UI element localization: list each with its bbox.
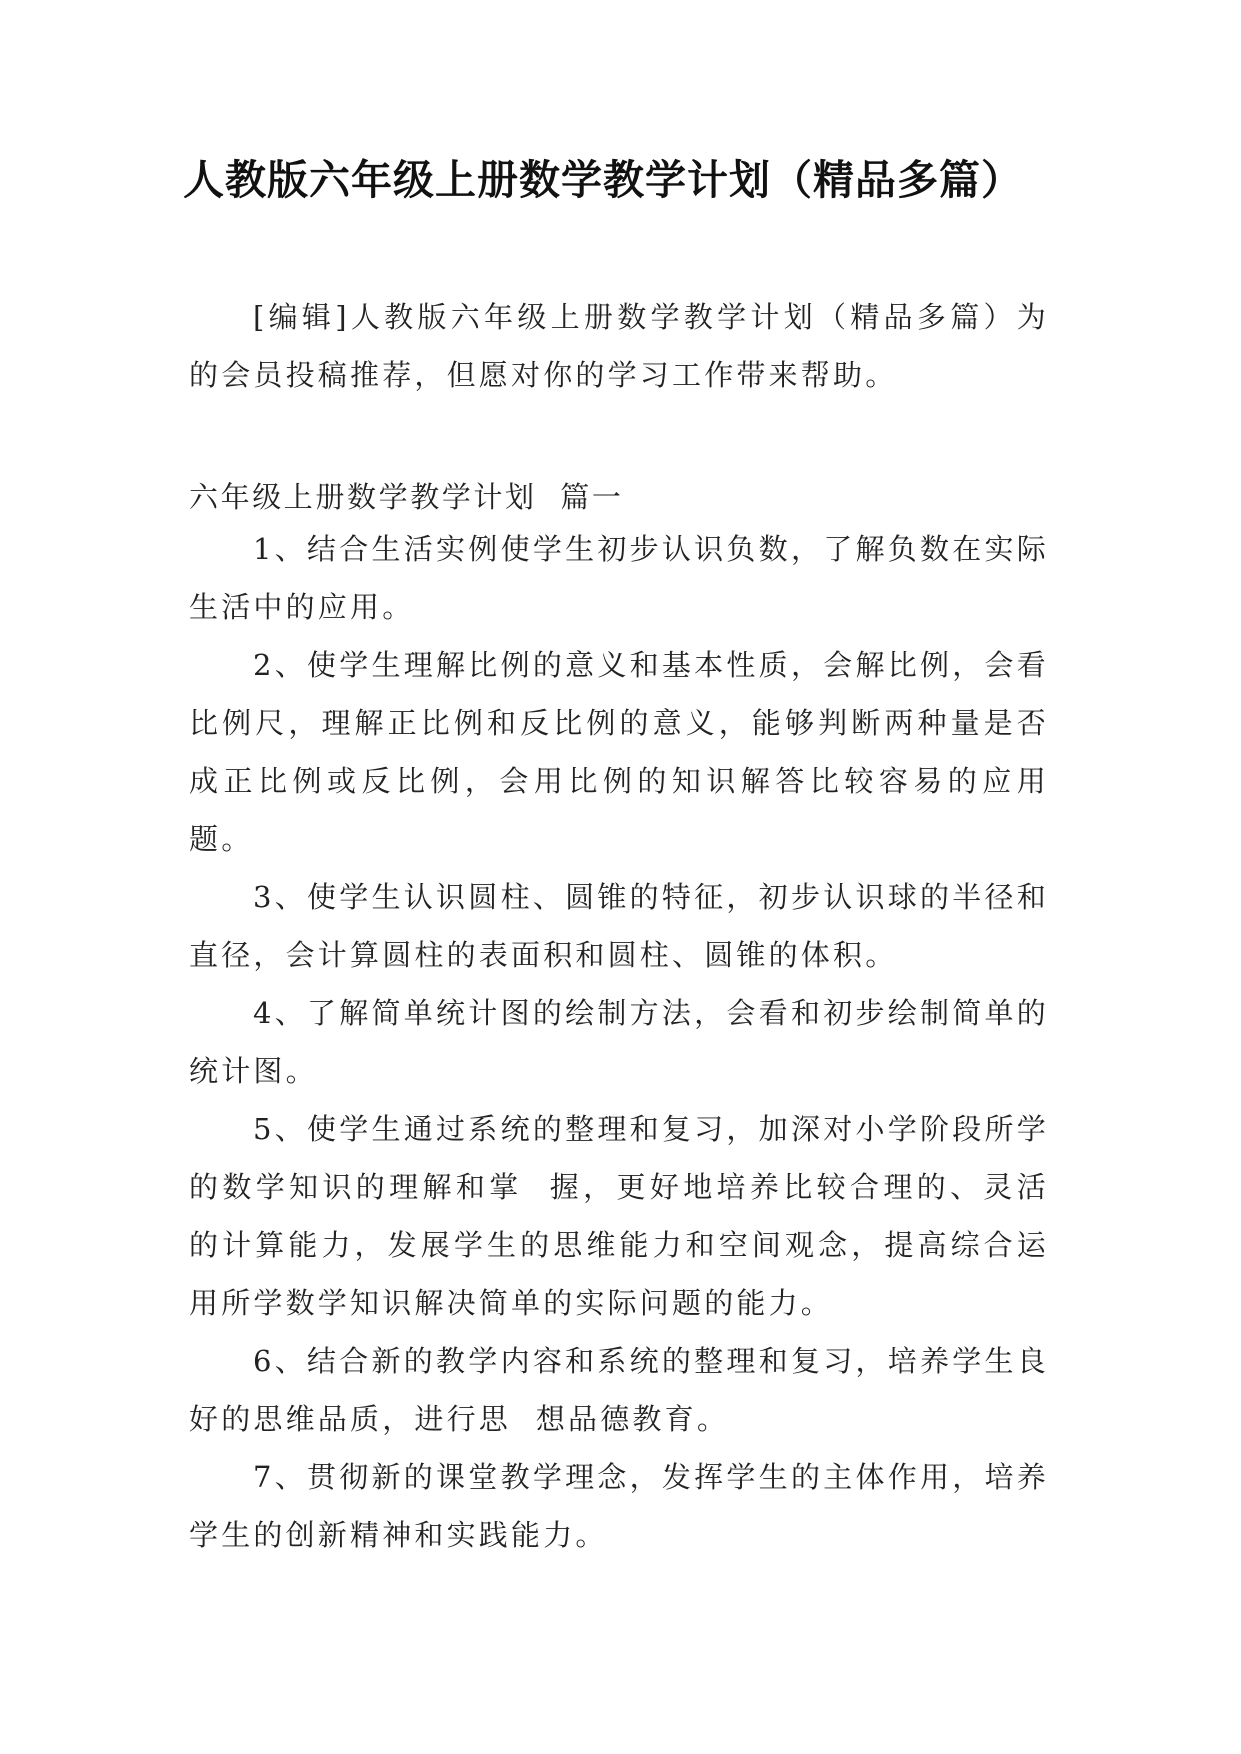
plan-item-list (189, 520, 1049, 1564)
plan-item-2: 2、使学生理解比例的意义和基本性质，会解比例，会看比例尺，理解正比例和反比例的意义，能够判断两种量是否成正比例或反比例，会用比例的知识解答比较容易的应用题。 (189, 648, 1049, 856)
plan-item-1: 1、结合生活实例使学生初步认识负数，了解负数在实际生活中的应用。 (189, 532, 1049, 624)
section-heading: 六年级上册数学教学计划 篇一 (189, 480, 624, 514)
plan-item-3: 3、使学生认识圆柱、圆锥的特征，初步认识球的半径和直径，会计算圆柱的表面积和圆柱、圆锥的体积。 (189, 880, 1049, 972)
intro-paragraph: [编辑]人教版六年级上册数学教学计划（精品多篇）为的会员投稿推荐，但愿对你的学习工作带来帮助。 (189, 300, 1049, 392)
document-title: 人教版六年级上册数学教学计划（精品多篇） (183, 156, 1023, 204)
document-page (183, 0, 1049, 1754)
plan-item-5: 5、使学生通过系统的整理和复习，加深对小学阶段所学的数学知识的理解和掌 握，更好地培养比较合理的、灵活的计算能力，发展学生的思维能力和空间观念，提高综合运用所学数学知识解决简单的实际问题的能力。 (189, 1112, 1049, 1320)
plan-item-7: 7、贯彻新的课堂教学理念，发挥学生的主体作用，培养学生的创新精神和实践能力。 (189, 1460, 1049, 1552)
plan-item-6: 6、结合新的教学内容和系统的整理和复习，培养学生良好的思维品质，进行思 想品德教育。 (189, 1344, 1049, 1436)
plan-item-4: 4、了解简单统计图的绘制方法，会看和初步绘制简单的统计图。 (189, 996, 1049, 1088)
